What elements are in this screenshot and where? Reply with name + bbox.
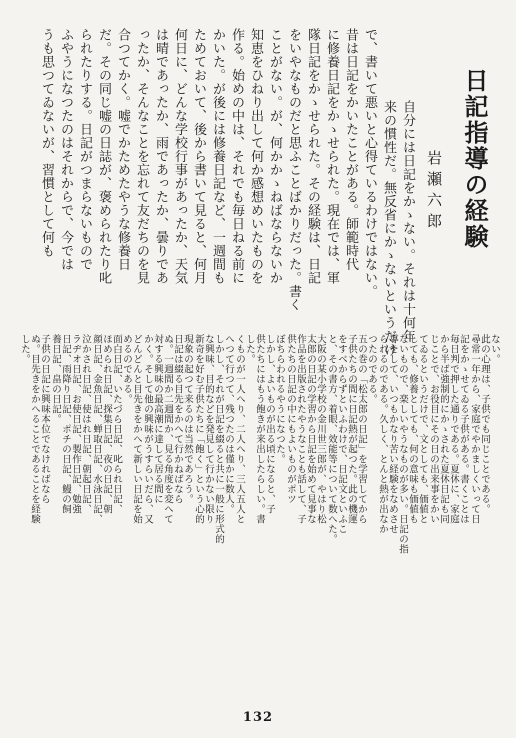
text-column: 何日に、どんな学校行事があったか、天気: [172, 28, 187, 285]
text-column: かく。そして他の興味がうすらいだら、又: [142, 334, 153, 524]
text-column: へつて行つて、残つたのは僅かに数人。: [223, 334, 234, 514]
text-column: 顔日記、金魚日記、蝉取日記、水泳日記、: [91, 334, 102, 524]
text-column: 知恵をひねり出して何か感想めいたものを: [248, 28, 263, 285]
text-column: 導をして、いつもかなり苦い経験をなめさせ: [387, 334, 398, 534]
text-column: 泣かされ日記、使はれ日記、朝起日記、: [80, 334, 91, 514]
text-column: じことで、お役目にその日の出来事をかい: [428, 334, 439, 524]
text-column: しかし、それが日記を綴ると共に一般に形式的: [213, 334, 224, 544]
text-column: ったか、そんなことを忘れて友だちのを見: [134, 28, 149, 285]
text-column: めるのである。: [121, 334, 132, 404]
text-column: ぬ。目先きをかへることであることを経験: [29, 334, 40, 524]
text-column: ラヂオ日記、お使日記、製作日記、勉強: [70, 334, 81, 514]
text-column: 隊日記をかゝせられた。その経験は、日記: [305, 28, 320, 285]
text-column: 自分には日記をかゝない。それは十何年: [400, 100, 415, 343]
page-number: 132: [242, 710, 274, 725]
text-column: 供たちにはもう飽きが来出したらしい。書: [254, 334, 265, 524]
text-column: から半ば強制的にかゝされた夏休日記も同: [438, 334, 449, 524]
text-column: 作る。始めの中は、それでも毎日ねる前に: [229, 28, 244, 285]
text-column: に修養日記をかゝせられた。現在では、軍: [324, 28, 339, 285]
text-column: ぼちらわれるやうになつた。: [274, 334, 285, 464]
text-column: 現象の起つて来るのは当然であろう。: [182, 334, 193, 504]
text-column: くものが一人へり、二人へり、三人五人と: [234, 334, 245, 524]
text-column: 新奇を好む子供たちに「飽く」という心的: [193, 334, 204, 524]
text-column: ぬ。一週間か二週間か、見る角度を変へて: [162, 334, 173, 524]
text-column: 大阪の某小学校の金川世三郎が、やはり松: [315, 334, 326, 524]
article-author: 岩瀬六郎: [425, 150, 443, 234]
text-column: てゐるというだけで、文としても、価値と: [417, 334, 428, 524]
text-column: 供たちの日記の中にもよいものがポツ: [285, 334, 296, 504]
text-column: は晴であったか、雨であったか、曇りであ: [153, 28, 168, 285]
text-column: かいた。が後には修養日記など、一週間も: [210, 28, 225, 285]
text-column: どんどんと目先きをかへて新しい日記を始: [131, 334, 142, 524]
text-column: 日記、雨降り日記、ポチの日記、鰻の飼: [60, 334, 71, 514]
text-column: をいやなものだと思ふことばかりだった。書く: [286, 28, 301, 312]
text-column: 毎日判で押した通りである。夏休に、家庭: [448, 334, 459, 524]
text-column: な興味、目的などを発見して行かない限り: [203, 334, 214, 524]
text-column: 昔は日記をかいたことがある。師範時代: [343, 28, 358, 271]
text-column: 太郎の日記の学習から日記を始めて見事な: [305, 334, 316, 524]
text-column: 尋常一年から、家庭でやかましくいって日: [469, 334, 480, 524]
article-title: 日記指導の経験: [460, 68, 489, 250]
text-column: をすべからずといふわけで、日記文といふこ: [336, 334, 347, 534]
text-column: 作品を出版されたやうなことも話して、子: [295, 334, 306, 524]
text-column: した。: [19, 334, 30, 364]
text-column: ふやうになつたのはそれからで、今では: [58, 28, 73, 271]
text-column: 面白日記、いたづら日記、叱られ日記、: [111, 334, 122, 514]
text-column: 五の巻の「松太郎の日記」を学習してから: [356, 334, 367, 524]
text-column: ない。: [489, 334, 500, 364]
text-column: しても、修養としても、何の意味も価値も: [407, 334, 418, 524]
text-column: ためておいて、後から書いて見ると、何月: [191, 28, 206, 285]
text-column: 来の慣性だ。無反省にかゝないというだけ: [381, 100, 396, 357]
text-column: した。: [244, 334, 255, 364]
text-column: 子供たちの間に日記熱が起つた。此の機運: [346, 334, 357, 524]
text-column: 日記は綴る目先をかへて行かねばなら: [172, 334, 183, 504]
text-column: つたのである。: [366, 334, 377, 404]
text-column: 養日記、畠の日記。: [50, 334, 61, 424]
text-column: られるのである。久しく、とんと熱が出なか: [377, 334, 388, 534]
text-column: うも思つてゐないが、習慣として何も: [39, 28, 54, 258]
text-column: だ。その同じ嘘の日誌が、褒められたり叱: [96, 28, 111, 285]
text-column: 子供の日記に興味本位でなければなら: [39, 334, 50, 504]
text-column: ないもので、楽しいやうなものが多い。日記の指: [397, 334, 408, 554]
text-column: 記をかゝせてゐる子供がある。書くことは: [458, 334, 469, 524]
text-column: 此の心理は、子供でも同じことである。: [479, 334, 490, 514]
text-column: と、その書方、着眼、效能等について数へた。: [326, 334, 337, 544]
text-column: られたりする。日記がつまらないもので: [77, 28, 92, 271]
section-divider: [14, 306, 504, 307]
text-column: 対する興味の最高潮に達して居る間に: [152, 334, 163, 504]
text-column: しかし、よいものが出る頃になると、子: [264, 334, 275, 514]
text-column: 合つてかく。嘘でかためたやうな修養日: [115, 28, 130, 271]
text-column: ことがない。が、何かかゝねばならないか: [267, 28, 282, 285]
text-column: ほめられ日記、探集日記、夜の日記、朝: [101, 334, 112, 514]
text-column: で、書いて悪いと心得ているわけではない。: [362, 28, 377, 298]
